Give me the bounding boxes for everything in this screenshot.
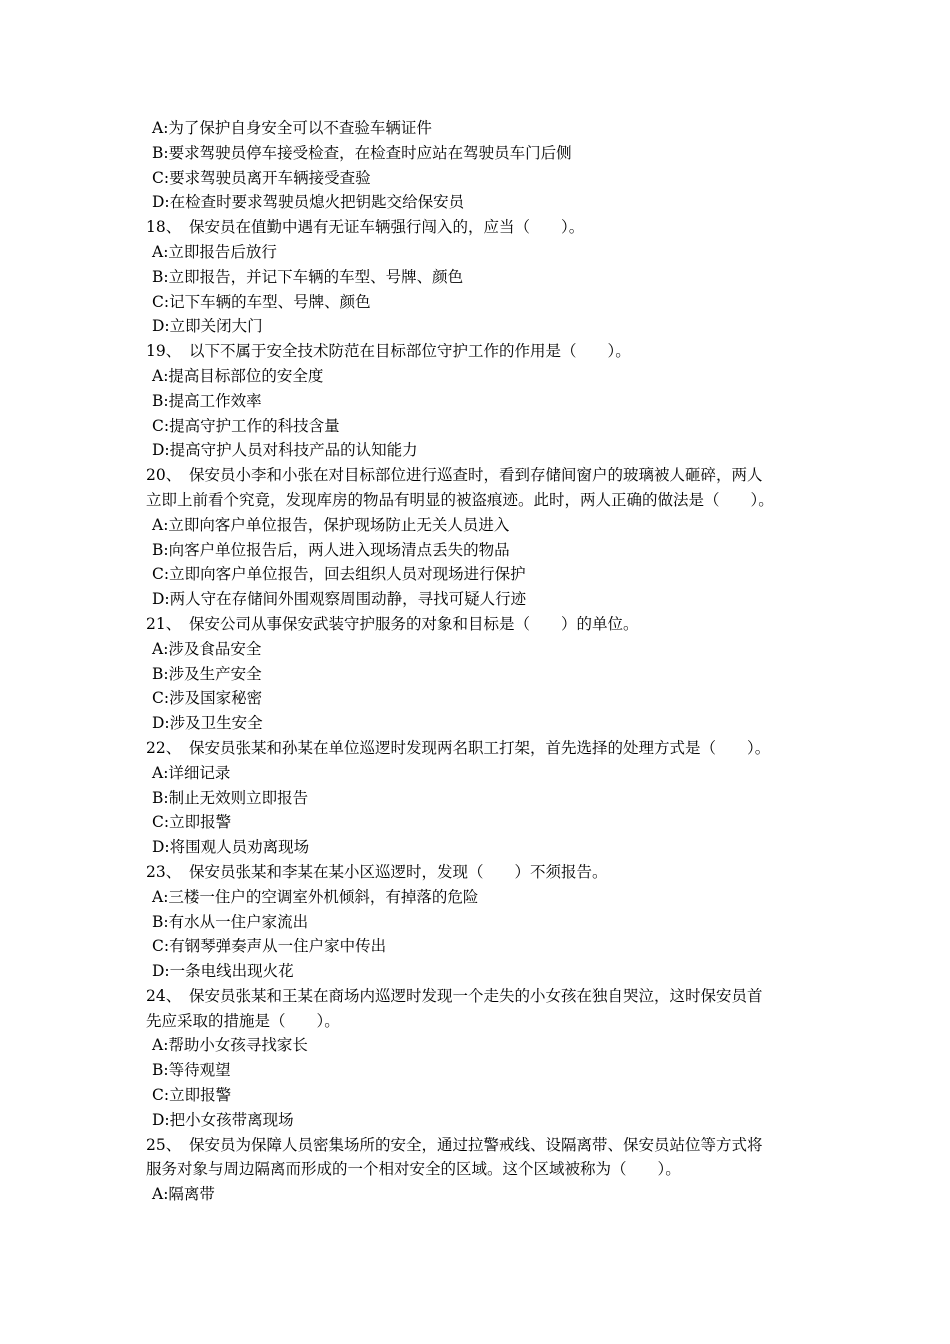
answer-option: D:在检查时要求驾驶员熄火把钥匙交给保安员 [152, 193, 465, 212]
answer-option: C:立即报警 [152, 813, 232, 832]
answer-option: A:详细记录 [152, 763, 231, 782]
question-stem-continued: 先应采取的措施是（ ）。 [146, 1011, 340, 1030]
answer-option: A:立即向客户单位报告，保护现场防止无关人员进入 [152, 515, 510, 534]
answer-option: C:涉及国家秘密 [152, 689, 263, 708]
answer-option: D:涉及卫生安全 [152, 714, 263, 733]
answer-option: D:一条电线出现火花 [152, 962, 294, 981]
answer-option: D:立即关闭大门 [152, 317, 263, 336]
question-stem: 22、 保安员张某和孙某在单位巡逻时发现两名职工打架，首先选择的处理方式是（ ）。 [146, 738, 771, 757]
answer-option: A:立即报告后放行 [152, 242, 277, 261]
question-stem: 20、 保安员小李和小张在对目标部位进行巡查时，看到存储间窗户的玻璃被人砸碎，两人 [146, 466, 763, 485]
answer-option: B:立即报告，并记下车辆的车型、号牌、颜色 [152, 267, 464, 286]
answer-option: D:把小女孩带离现场 [152, 1110, 294, 1129]
question-stem: 19、 以下不属于安全技术防范在目标部位守护工作的作用是（ ）。 [146, 342, 631, 361]
answer-option: B:等待观望 [152, 1061, 231, 1080]
answer-option: A:提高目标部位的安全度 [152, 366, 324, 385]
question-stem: 24、 保安员张某和王某在商场内巡逻时发现一个走失的小女孩在独自哭泣，这时保安员首 [146, 986, 763, 1005]
answer-option: A:涉及食品安全 [152, 639, 262, 658]
answer-option: B:提高工作效率 [152, 391, 262, 410]
answer-option: A:三楼一住户的空调室外机倾斜，有掉落的危险 [152, 887, 479, 906]
question-stem: 21、 保安公司从事保安武装守护服务的对象和目标是（ ）的单位。 [146, 614, 639, 633]
answer-option: A:隔离带 [152, 1185, 215, 1204]
answer-option: D:将围观人员劝离现场 [152, 838, 310, 857]
answer-option: B:向客户单位报告后，两人进入现场清点丢失的物品 [152, 540, 510, 559]
answer-option: C:有钢琴弹奏声从一住户家中传出 [152, 937, 387, 956]
question-stem-continued: 立即上前看个究竟，发现库房的物品有明显的被盗痕迹。此时，两人正确的做法是（ ）。 [146, 490, 774, 509]
answer-option: D:两人守在存储间外围观察周围动静，寻找可疑人行迹 [152, 590, 527, 609]
answer-option: D:提高守护人员对科技产品的认知能力 [152, 441, 418, 460]
answer-option: C:立即报警 [152, 1086, 232, 1105]
question-stem-continued: 服务对象与周边隔离而形成的一个相对安全的区域。这个区域被称为（ ）。 [146, 1160, 681, 1179]
answer-option: A:为了保护自身安全可以不查验车辆证件 [152, 119, 432, 137]
answer-option: B:涉及生产安全 [152, 664, 262, 683]
answer-option: B:有水从一住户家流出 [152, 912, 309, 931]
question-stem: 18、 保安员在值勤中遇有无证车辆强行闯入的，应当（ ）。 [146, 218, 585, 237]
answer-option: C:记下车辆的车型、号牌、颜色 [152, 292, 371, 311]
answer-option: B:要求驾驶员停车接受检查，在检查时应站在驾驶员车门后侧 [152, 143, 572, 162]
answer-option: C:要求驾驶员离开车辆接受查验 [152, 168, 371, 187]
answer-option: C:立即向客户单位报告，回去组织人员对现场进行保护 [152, 565, 526, 584]
answer-option: A:帮助小女孩寻找家长 [152, 1036, 308, 1055]
question-stem: 25、 保安员为保障人员密集场所的安全，通过拉警戒线、设隔离带、保安员站位等方式将 [146, 1135, 763, 1154]
question-stem: 23、 保安员张某和李某在某小区巡逻时，发现（ ）不须报告。 [146, 862, 608, 881]
answer-option: B:制止无效则立即报告 [152, 788, 309, 807]
document-body [146, 116, 816, 1207]
answer-option: C:提高守护工作的科技含量 [152, 416, 340, 435]
